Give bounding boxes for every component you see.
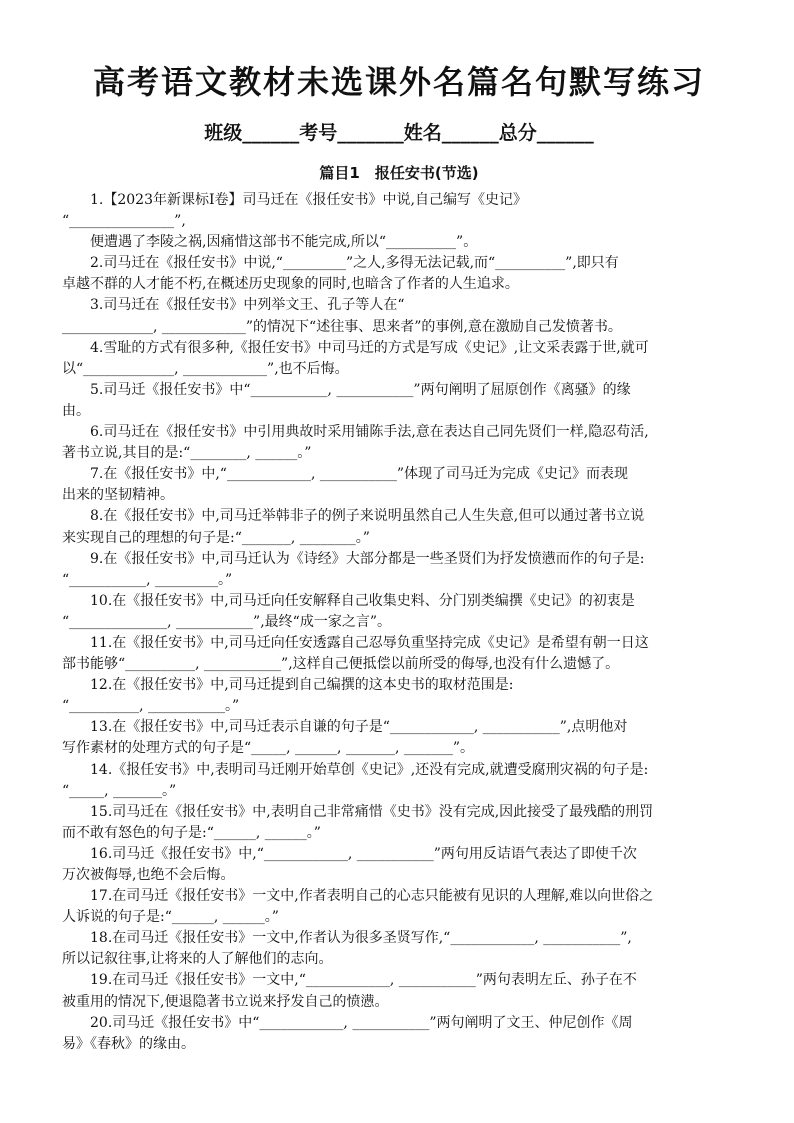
question-continuation: _____________, ____________”的情况下“述往事、思来者”的事例,意在激励自己发愤著书。 [62,318,622,335]
question-item: 4.雪耻的方式有很多种,《报任安书》中司马迁的方式是写成《史记》,让文采表露于世,就可 [90,339,649,356]
question-continuation: 所以记叙往事,让将来的人了解他们的志向。 [62,951,333,968]
question-item: 1.【2023年新课标Ⅰ卷】司马迁在《报任安书》中说,自己编写《史记》 [90,192,527,208]
question-item: 14.《报任安书》中,表明司马迁刚开始草创《史记》,还没有完成,就遭受腐刑灾祸的句子是: [90,761,649,778]
question-item: 16.司马迁《报任安书》中,“____________, ___________”两句用反诘语气表达了即使千次 [90,845,637,862]
question-item: 12.在《报任安书》中,司马迁提到自己编撰的这本史书的取材范围是: [90,677,514,694]
question-item: 20.司马迁《报任安书》中“____________, ___________”两句阐明了文王、仲尼创作《周 [90,1014,633,1031]
question-continuation: 著书立说,其目的是:“________, ______。” [62,445,312,462]
question-continuation: 以“_____________, ____________”,也不后悔。 [62,360,349,377]
question-item: 6.司马迁在《报任安书》中引用典故时采用铺陈手法,意在表达自己同先贤们一样,隐忍苟活, [90,424,649,441]
question-item: 8.在《报任安书》中,司马迁举韩非子的例子来说明虽然自己人生失意,但可以通过著书立说 [90,508,645,525]
question-continuation: 写作素材的处理方式的句子是“_____, ______, _______, _______”。 [62,740,475,757]
question-continuation: “___________, _________。” [62,571,233,588]
student-info-line: 班级______考号_______姓名______总分______ [204,122,594,144]
question-continuation: “__________, ___________。” [62,698,240,715]
question-item: 10.在《报任安书》中,司马迁向任安解释自己收集史料、分门别类编撰《史记》的初衷是 [90,592,635,609]
question-item: 17.在司马迁《报任安书》一文中,作者表明自己的心志只能被有见识的人理解,难以向世俗之 [90,888,654,905]
question-continuation: “______________, ___________”,最终“成一家之言”。 [62,613,391,630]
question-item: 18.在司马迁《报任安书》一文中,作者认为很多圣贤写作,“____________, ___________”, [90,930,632,947]
question-continuation: “_____, _______。” [62,782,177,799]
question-item: 15.司马迁在《报任安书》中,表明自己非常痛惜《史书》没有完成,因此接受了最残酷的刑罚 [90,803,654,820]
question-item: 13.在《报任安书》中,司马迁表示自谦的句子是“____________, ___________”,点明他对 [90,719,628,736]
question-continuation: 部书能够“__________, ___________”,这样自己便抵偿以前所受的侮辱,也没有什么遗憾了。 [62,656,620,673]
question-continuation: 万次被侮辱,也绝不会后悔。 [62,867,235,883]
question-item: 5.司马迁《报任安书》中“___________, ___________”两句阐明了屈原创作《离骚》的缘 [90,381,631,398]
section-title: 篇目1 报任安书(节选) [319,164,479,182]
question-continuation: 由。 [62,402,90,419]
question-continuation: 出来的坚韧精神。 [62,487,174,504]
question-continuation: “_______________”, [62,213,186,230]
question-item: 2.司马迁在《报任安书》中说,“_________”之人,多得无法记载,而“__________”,即只有 [90,255,619,272]
question-continuation: 来实现自己的理想的句子是:“_______, ________。” [62,529,370,546]
question-item: 3.司马迁在《报任安书》中列举文王、孔子等人在“ [90,297,405,314]
question-item: 7.在《报任安书》中,“____________, ___________”体现了司马迁为完成《史记》而表现 [90,466,629,483]
question-continuation: 易》《春秋》的缘由。 [62,1035,195,1052]
question-continuation: 而不敢有怒色的句子是:“______, ______。” [62,824,321,841]
question-item: 11.在《报任安书》中,司马迁向任安透露自己忍辱负重坚持完成《史记》是希望有朝一日这 [90,634,649,651]
question-continuation: 被重用的情况下,便退隐著书立说来抒发自己的愤懑。 [62,993,389,1010]
question-item: 9.在《报任安书》中,司马迁认为《诗经》大部分都是一些圣贤们为抒发愤懑而作的句子是: [90,550,645,567]
question-list [62,190,736,1055]
question-continuation: 卓越不群的人才能不朽,在概述历史现象的同时,也暗含了作者的人生追求。 [62,276,519,293]
question-continuation: 便遭遇了李陵之祸,因痛惜这部书不能完成,所以“__________”。 [90,234,478,251]
page-title: 高考语文教材未选课外名篇名句默写练习 [92,63,705,101]
question-continuation: 人诉说的句子是:“______, ______。” [62,909,279,926]
question-item: 19.在司马迁《报任安书》一文中,“____________, ___________”两句表明左丘、孙子在不 [90,972,637,989]
